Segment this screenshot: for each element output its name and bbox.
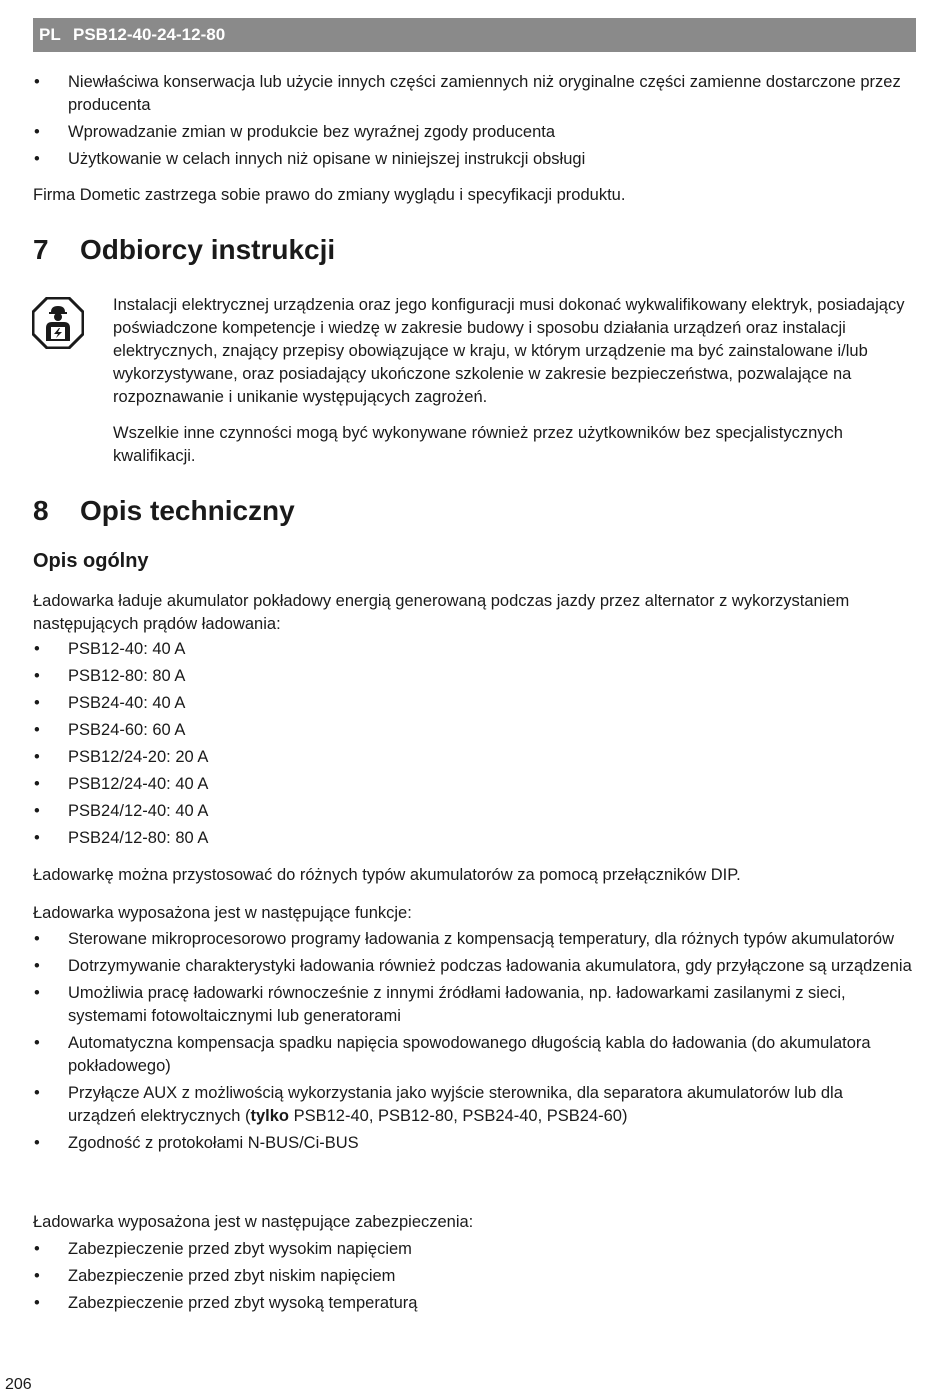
- section-8-heading: [33, 494, 295, 528]
- list-item: • PSB12/24-20: 20 A: [33, 746, 915, 769]
- qualified-electrician-icon: [32, 297, 84, 349]
- section-8-paragraph: Ładowarka ładuje akumulator pokładowy energią generowaną podczas jazdy przez alternator z wykorzystaniem następujących prądów ładowania:: [33, 592, 850, 633]
- list-item: • PSB12/24-40: 40 A: [33, 773, 915, 796]
- list-item: • Wprowadzanie zmian w produkcie bez wyraźnej zgody producenta: [33, 121, 915, 144]
- aux-text: PSB12-40, PSB12-80, PSB24-40, PSB24-60): [289, 1107, 628, 1125]
- section-7-paragraph: Instalacji elektrycznej urządzenia oraz jego konfiguracji musi dokonać wykwalifikowany elektryk, posiadający poświadczone kompetencje i wiedzę w zakresie budowy i sposobu działania urządzeń oraz instalacji elektrycznych, znający przepisy obowiązujące w kraju, w którym urządzenie ma być zainstalowane i/lub wykorzystywane, oraz posiadający ukończone szkolenie w zakresie bezpieczeństwa, pozwalające na rozpoznawanie i unikanie występujących zagrożeń.: [113, 296, 905, 406]
- section-7-paragraph: Wszelkie inne czynności mogą być wykonywane również przez użytkowników bez specjalistycznych kwalifikacji.: [113, 424, 843, 465]
- functions-list: [33, 928, 915, 1159]
- list-item: • PSB12-80: 80 A: [33, 665, 915, 688]
- list-item: • Sterowane mikroprocesorowo programy ładowania z kompensacją temperatury, dla różnych typów akumulatorów: [33, 928, 915, 951]
- section-number: 7: [33, 234, 49, 265]
- aux-emphasis: tylko: [250, 1107, 290, 1125]
- charging-currents-list: [33, 638, 915, 854]
- list-item: • Zabezpieczenie przed zbyt wysokim napięciem: [33, 1238, 915, 1261]
- list-item: • PSB24-40: 40 A: [33, 692, 915, 715]
- list-item: • Zabezpieczenie przed zbyt niskim napięciem: [33, 1265, 915, 1288]
- section-number: 8: [33, 495, 49, 526]
- list-item: • Automatyczna kompensacja spadku napięcia spowodowanego długością kabla do ładowania (do akumulatora pokładowego): [33, 1032, 915, 1078]
- section-8-paragraph: Ładowarkę można przystosować do różnych typów akumulatorów za pomocą przełączników DIP.: [33, 866, 741, 884]
- list-item: • PSB24/12-80: 80 A: [33, 827, 915, 850]
- list-item: • Niewłaściwa konserwacja lub użycie innych części zamiennych niż oryginalne części zamienne dostarczone przez producenta: [33, 71, 915, 117]
- section-title: Opis techniczny: [80, 495, 295, 526]
- aux-text: Przyłącze AUX z możliwością wykorzystania jako wyjście sterownika, dla separatora akumulatorów lub dla urządzeń elektrycznych (: [68, 1084, 843, 1125]
- list-item: • Zgodność z protokołami N-BUS/Ci-BUS: [33, 1132, 915, 1155]
- list-item: • Użytkowanie w celach innych niż opisane w niniejszej instrukcji obsługi: [33, 148, 915, 171]
- language-code: PL: [39, 25, 61, 44]
- list-item: • Umożliwia pracę ładowarki równocześnie z innymi źródłami ładowania, np. ładowarkami zasilanymi z sieci, systemami fotowoltaicznymi lub generatorami: [33, 982, 915, 1028]
- page-header: [33, 18, 916, 52]
- intro-bullet-list: [33, 71, 915, 175]
- page-number: 206: [5, 1376, 32, 1393]
- intro-note: Firma Dometic zastrzega sobie prawo do zmiany wyglądu i specyfikacji produktu.: [33, 186, 626, 204]
- section-7-heading: [33, 233, 335, 267]
- protections-intro: Ładowarka wyposażona jest w następujące zabezpieczenia:: [33, 1213, 474, 1231]
- functions-intro: Ładowarka wyposażona jest w następujące funkcje:: [33, 904, 412, 922]
- model-name: PSB12-40-24-12-80: [73, 25, 226, 44]
- section-title: Odbiorcy instrukcji: [80, 234, 336, 265]
- subsection-heading: Opis ogólny: [33, 550, 149, 572]
- list-item: • Dotrzymywanie charakterystyki ładowania również podczas ładowania akumulatora, gdy przyłączone są urządzenia: [33, 955, 915, 978]
- list-item: • PSB24/12-40: 40 A: [33, 800, 915, 823]
- list-item: • PSB12-40: 40 A: [33, 638, 915, 661]
- list-item: [33, 1082, 915, 1128]
- protections-list: [33, 1238, 915, 1319]
- list-item: • PSB24-60: 60 A: [33, 719, 915, 742]
- list-item: • Zabezpieczenie przed zbyt wysoką temperaturą: [33, 1292, 915, 1315]
